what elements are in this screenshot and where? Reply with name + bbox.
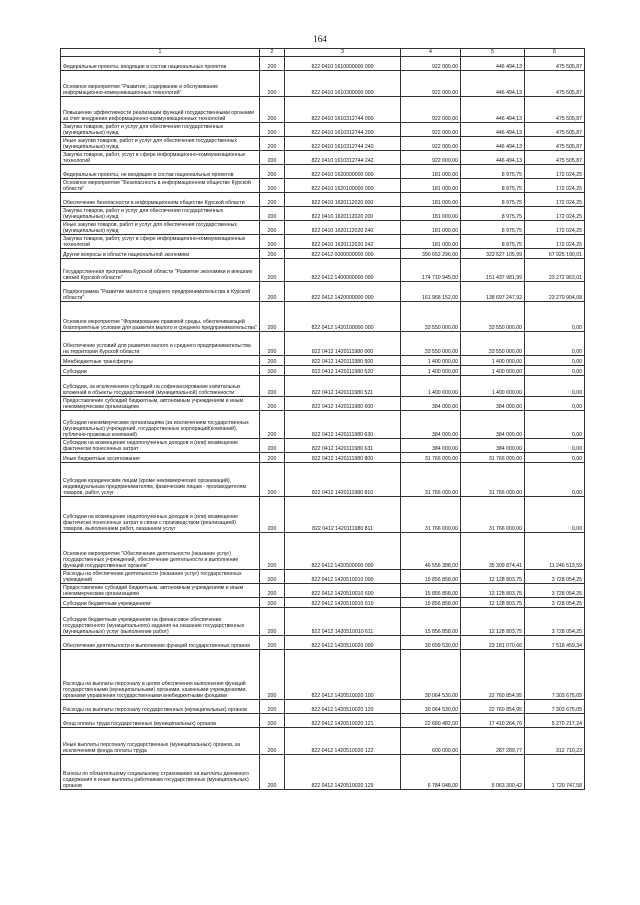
cell-executed: 12 128 803,75 (461, 584, 525, 598)
cell-executed: 384 000,00 (461, 411, 525, 439)
cell-code: 200 (260, 302, 285, 332)
cell-executed: 8 975,75 (461, 179, 525, 193)
cell-classifier: 822 0412 1400000000 000 (285, 259, 401, 282)
cell-code: 200 (260, 235, 285, 249)
cell-approved: 30 064 530,00 (401, 650, 461, 700)
cell-approved: 181 000,00 (401, 165, 461, 179)
cell-approved: 46 556 388,00 (401, 533, 461, 570)
cell-approved: 181 000,00 (401, 235, 461, 249)
table-row (61, 533, 585, 570)
cell-name: Субсидии некоммерческим организациям (за исключением государственных (муниципальных) учреждений, государственных корпораций(компаний), публично-правовых компаний) (61, 411, 260, 439)
cell-unexecuted: 0,00 (525, 463, 585, 497)
cell-name: Предоставление субсидий бюджетным, автономным учреждениям и иным некоммерческим организациям (61, 584, 260, 598)
cell-code: 200 (260, 207, 285, 221)
cell-classifier: 822 0412 1420100000 000 (285, 302, 401, 332)
cell-name: Закупка товаров, работ, услуг в сфере информационно-коммуникационных технологий (61, 151, 260, 165)
cell-code: 200 (260, 700, 285, 714)
cell-name: Субсидии бюджетным учреждениям на финансовое обеспечение государственного (муниципального) задания на оказание государственных (муниципальных) услуг (выполнение работ) (61, 608, 260, 636)
cell-executed: 446 494,13 (461, 57, 525, 71)
cell-approved: 390 652 296,00 (401, 249, 461, 259)
cell-unexecuted: 475 505,87 (525, 57, 585, 71)
cell-code: 200 (260, 650, 285, 700)
cell-executed: 384 000,00 (461, 439, 525, 453)
cell-unexecuted: 5 270 217,24 (525, 714, 585, 728)
cell-unexecuted: 0,00 (525, 439, 585, 453)
cell-approved: 161 968 152,00 (401, 282, 461, 302)
cell-unexecuted: 0,00 (525, 376, 585, 397)
cell-code: 200 (260, 193, 285, 207)
cell-classifier: 822 0410 1620112020 200 (285, 207, 401, 221)
cell-executed: 446 494,13 (461, 97, 525, 123)
cell-classifier: 822 0412 1420111980 500 (285, 356, 401, 366)
cell-name: Иные бюджетные ассигнования (61, 453, 260, 463)
cell-classifier: 822 0412 1420510020 100 (285, 650, 401, 700)
cell-name: Иные закупки товаров, работ и услуг для обеспечения государственных (муниципальных) нужд (61, 221, 260, 235)
cell-executed: 22 760 854,95 (461, 700, 525, 714)
cell-classifier: 822 0410 1620000000 000 (285, 165, 401, 179)
cell-classifier: 822 0412 1420111980 600 (285, 397, 401, 411)
table-row (61, 249, 585, 259)
table-row (61, 397, 585, 411)
cell-classifier: 822 0412 1420510010 600 (285, 584, 401, 598)
cell-executed: 446 494,13 (461, 137, 525, 151)
cell-approved: 31 766 000,00 (401, 497, 461, 533)
cell-approved: 15 856 858,00 (401, 608, 461, 636)
cell-unexecuted: 7 303 675,05 (525, 650, 585, 700)
cell-approved: 181 000,00 (401, 193, 461, 207)
cell-classifier: 822 0412 1420111980 630 (285, 411, 401, 439)
cell-executed: 1 400 000,00 (461, 376, 525, 397)
cell-approved: 31 766 000,00 (401, 463, 461, 497)
table-row (61, 411, 585, 439)
budget-table (60, 48, 585, 790)
cell-unexecuted: 475 505,87 (525, 97, 585, 123)
cell-name: Расходы на выплаты персоналу в целях обеспечения выполнения функций государственными (муниципальными) органами, казенными учреждениями, органами управления государственными внебюджетными фондами (61, 650, 260, 700)
cell-unexecuted: 0,00 (525, 397, 585, 411)
cell-name: Федеральные проекты, не входящие в состав национальных проектов (61, 165, 260, 179)
table-row (61, 598, 585, 608)
cell-classifier: 822 0412 1420510010 610 (285, 598, 401, 608)
table-row (61, 728, 585, 755)
cell-name: Обеспечение условий для развития малого и среднего предпринимательства на территории Курской области (61, 332, 260, 356)
cell-approved: 922 000,00 (401, 123, 461, 137)
cell-executed: 33 550 000,00 (461, 302, 525, 332)
cell-name: Обеспечение безопасности в информационном обществе Курской области (61, 193, 260, 207)
cell-name: Предоставление субсидий бюджетным, автономным учреждениям и иным некоммерческим организациям (61, 397, 260, 411)
cell-classifier: 822 0412 1420111980 810 (285, 463, 401, 497)
table-row (61, 650, 585, 700)
cell-code: 200 (260, 71, 285, 97)
cell-code: 200 (260, 282, 285, 302)
cell-executed: 138 697 247,92 (461, 282, 525, 302)
cell-name: Расходы на выплаты персоналу государственных (муниципальных) органов (61, 700, 260, 714)
table-row (61, 636, 585, 650)
cell-classifier: 822 0412 1420510020 120 (285, 700, 401, 714)
cell-unexecuted: 0,00 (525, 497, 585, 533)
cell-unexecuted: 312 710,23 (525, 728, 585, 755)
cell-classifier: 822 0412 1420510020 129 (285, 755, 401, 790)
cell-name: Закупка товаров, работ, услуг в сфере информационно-коммуникационных технологий (61, 235, 260, 249)
cell-classifier: 822 0410 1620100000 000 (285, 179, 401, 193)
table-row (61, 71, 585, 97)
table-row (61, 439, 585, 453)
cell-approved: 22 680 482,00 (401, 714, 461, 728)
table-row (61, 366, 585, 376)
cell-code: 200 (260, 137, 285, 151)
cell-unexecuted: 475 505,87 (525, 137, 585, 151)
table-row (61, 179, 585, 193)
cell-classifier: 822 0412 1420111980 521 (285, 376, 401, 397)
cell-unexecuted: 67 925 190,01 (525, 249, 585, 259)
cell-name: Подпрограмма "Развитие малого и среднего предпринимательства в Курской области" (61, 282, 260, 302)
cell-name: Основное мероприятие "Обеспечение деятельности (оказание услуг) государственных учреждений, обеспечение деятельности и выполнение функций государственных органов" (61, 533, 260, 570)
cell-unexecuted: 172 024,25 (525, 179, 585, 193)
cell-unexecuted: 172 024,25 (525, 207, 585, 221)
cell-approved: 600 000,00 (401, 728, 461, 755)
cell-executed: 31 766 000,00 (461, 453, 525, 463)
cell-executed: 35 309 874,41 (461, 533, 525, 570)
cell-name: Иные закупки товаров, работ и услуг для обеспечения государственных (муниципальных) нужд (61, 137, 260, 151)
cell-unexecuted: 7 518 459,34 (525, 636, 585, 650)
cell-executed: 322 527 105,99 (461, 249, 525, 259)
cell-approved: 922 000,00 (401, 97, 461, 123)
cell-unexecuted: 3 728 054,25 (525, 584, 585, 598)
cell-classifier: 822 0412 1420500000 000 (285, 533, 401, 570)
cell-name: Межбюджетные трансферты (61, 356, 260, 366)
cell-code: 200 (260, 608, 285, 636)
cell-name: Закупка товаров, работ и услуг для обеспечения государственных (муниципальных) нужд (61, 207, 260, 221)
cell-approved: 922 000,00 (401, 57, 461, 71)
cell-classifier: 822 0412 1420111980 520 (285, 366, 401, 376)
cell-code: 200 (260, 97, 285, 123)
cell-executed: 151 437 981,99 (461, 259, 525, 282)
cell-code: 200 (260, 221, 285, 235)
cell-classifier: 822 0412 1420510020 122 (285, 728, 401, 755)
cell-classifier: 822 0412 0000000000 000 (285, 249, 401, 259)
cell-name: Субсидии на возмещение недополученных доходов и (или) возмещение фактически понесенных затрат (61, 439, 260, 453)
cell-executed: 5 063 300,42 (461, 755, 525, 790)
cell-name: Обеспечение деятельности и выполнение функций государственных органов (61, 636, 260, 650)
cell-classifier: 822 0412 1420111980 811 (285, 497, 401, 533)
table-row (61, 453, 585, 463)
cell-code: 200 (260, 453, 285, 463)
cell-unexecuted: 0,00 (525, 453, 585, 463)
cell-name: Закупка товаров, работ и услуг для обеспечения государственных (муниципальных) нужд (61, 123, 260, 137)
cell-classifier: 822 0410 1610312744 000 (285, 97, 401, 123)
table-row (61, 755, 585, 790)
cell-classifier: 822 0412 1420111980 800 (285, 453, 401, 463)
cell-name: Федеральные проекты, входящие в состав национальных проектов (61, 57, 260, 71)
cell-approved: 15 856 858,00 (401, 584, 461, 598)
cell-executed: 8 975,75 (461, 165, 525, 179)
table-row (61, 608, 585, 636)
cell-executed: 31 766 000,00 (461, 463, 525, 497)
table-row (61, 235, 585, 249)
table-row (61, 193, 585, 207)
cell-executed: 446 494,13 (461, 123, 525, 137)
cell-executed: 8 975,75 (461, 207, 525, 221)
cell-executed: 8 975,75 (461, 235, 525, 249)
cell-approved: 1 400 000,00 (401, 356, 461, 366)
cell-classifier: 822 0410 1620112020 242 (285, 235, 401, 249)
cell-unexecuted: 23 270 904,08 (525, 282, 585, 302)
cell-name: Субсидии юридическим лицам (кроме некоммерческих организаций), индивидуальным предпринимателям, физическим лицам - производителям товаров, работ, услуг (61, 463, 260, 497)
cell-unexecuted: 475 505,87 (525, 123, 585, 137)
cell-unexecuted: 172 024,25 (525, 235, 585, 249)
cell-approved: 922 000,00 (401, 151, 461, 165)
cell-name: Взносы по обязательному социальному страхованию на выплаты денежного содержания и иные выплаты работникам государственных (муниципальных) органов (61, 755, 260, 790)
cell-code: 200 (260, 366, 285, 376)
cell-code: 200 (260, 497, 285, 533)
cell-unexecuted: 23 272 963,01 (525, 259, 585, 282)
cell-code: 200 (260, 755, 285, 790)
cell-name: Иные выплаты персоналу государственных (муниципальных) органов, за исключением фонда оплаты труда (61, 728, 260, 755)
table-row (61, 700, 585, 714)
cell-unexecuted: 11 246 513,59 (525, 533, 585, 570)
cell-name: Субсидии, за исключением субсидий на софинансирование капитальных вложений в объекты государственной (муниципальной) собственности (61, 376, 260, 397)
cell-approved: 174 710 945,00 (401, 259, 461, 282)
table-row (61, 570, 585, 584)
cell-code: 200 (260, 332, 285, 356)
cell-approved: 6 784 048,00 (401, 755, 461, 790)
cell-approved: 384 000,00 (401, 439, 461, 453)
cell-name: Основное мероприятие "Формирование правовой среды, обеспечивающей благоприятные условия для развития малого и среднего предпринимательства" (61, 302, 260, 332)
cell-code: 200 (260, 259, 285, 282)
cell-classifier: 822 0410 1610312744 242 (285, 151, 401, 165)
cell-approved: 181 000,00 (401, 221, 461, 235)
cell-unexecuted: 475 505,87 (525, 71, 585, 97)
cell-executed: 8 975,75 (461, 193, 525, 207)
cell-approved: 15 856 858,00 (401, 598, 461, 608)
table-row (61, 97, 585, 123)
cell-code: 200 (260, 57, 285, 71)
header-cell-3: 3 (285, 49, 401, 57)
cell-approved: 922 000,00 (401, 137, 461, 151)
cell-code: 200 (260, 356, 285, 366)
table-row (61, 221, 585, 235)
cell-code: 200 (260, 463, 285, 497)
cell-unexecuted: 0,00 (525, 366, 585, 376)
cell-name: Субсидии на возмещение недополученных доходов и (или) возмещение фактически понесенных затрат в связи с производством (реализацией) товаров, выполнением работ, оказанием услуг (61, 497, 260, 533)
cell-executed: 31 766 000,00 (461, 497, 525, 533)
cell-executed: 1 400 000,00 (461, 356, 525, 366)
cell-code: 200 (260, 123, 285, 137)
table-header (61, 49, 585, 57)
cell-approved: 922 000,00 (401, 71, 461, 97)
header-cell-2: 2 (260, 49, 285, 57)
table-row (61, 123, 585, 137)
cell-code: 200 (260, 570, 285, 584)
cell-unexecuted: 0,00 (525, 356, 585, 366)
cell-name: Расходы на обеспечение деятельности (оказание услуг) государственных учреждений (61, 570, 260, 584)
cell-unexecuted: 172 024,25 (525, 193, 585, 207)
cell-code: 200 (260, 728, 285, 755)
cell-executed: 384 000,00 (461, 397, 525, 411)
cell-approved: 30 064 530,00 (401, 700, 461, 714)
header-cell-1: 1 (61, 49, 260, 57)
cell-classifier: 822 0412 1420510010 000 (285, 570, 401, 584)
table-row (61, 151, 585, 165)
header-cell-5: 5 (461, 49, 525, 57)
cell-unexecuted: 172 024,25 (525, 165, 585, 179)
cell-code: 200 (260, 714, 285, 728)
table-row (61, 584, 585, 598)
cell-code: 200 (260, 179, 285, 193)
cell-executed: 446 494,13 (461, 71, 525, 97)
cell-unexecuted: 0,00 (525, 332, 585, 356)
cell-executed: 12 128 803,75 (461, 570, 525, 584)
cell-approved: 384 000,00 (401, 397, 461, 411)
cell-code: 200 (260, 584, 285, 598)
cell-executed: 287 289,77 (461, 728, 525, 755)
page-number: 164 (313, 34, 327, 44)
table-row (61, 463, 585, 497)
cell-classifier: 822 0410 1620112020 240 (285, 221, 401, 235)
cell-code: 200 (260, 249, 285, 259)
cell-name: Основное мероприятие "Безопасность в информационном обществе Курской области" (61, 179, 260, 193)
cell-classifier: 822 0410 1610312744 200 (285, 123, 401, 137)
cell-executed: 33 550 000,00 (461, 332, 525, 356)
cell-code: 200 (260, 533, 285, 570)
cell-code: 200 (260, 598, 285, 608)
cell-approved: 1 400 000,00 (401, 376, 461, 397)
cell-approved: 384 000,00 (401, 411, 461, 439)
cell-executed: 17 410 264,76 (461, 714, 525, 728)
cell-executed: 446 494,13 (461, 151, 525, 165)
table-row (61, 356, 585, 366)
table-row (61, 207, 585, 221)
cell-code: 200 (260, 151, 285, 165)
cell-name: Субсидии бюджетным учреждениям (61, 598, 260, 608)
header-cell-6: 6 (525, 49, 585, 57)
cell-classifier: 822 0410 1620112020 000 (285, 193, 401, 207)
cell-classifier: 822 0410 1610000000 000 (285, 57, 401, 71)
cell-executed: 23 181 070,66 (461, 636, 525, 650)
cell-code: 200 (260, 397, 285, 411)
table-row (61, 332, 585, 356)
cell-classifier: 822 0412 1420510020 121 (285, 714, 401, 728)
table-row (61, 282, 585, 302)
cell-approved: 181 000,00 (401, 207, 461, 221)
cell-executed: 12 128 803,75 (461, 608, 525, 636)
cell-name: Основное мероприятие "Развитие, содержание и обслуживание информационно-коммуникационных технологий" (61, 71, 260, 97)
cell-name: Другие вопросы в области национальной экономики (61, 249, 260, 259)
cell-unexecuted: 7 303 675,05 (525, 700, 585, 714)
cell-classifier: 822 0412 1420510010 611 (285, 608, 401, 636)
table-row (61, 714, 585, 728)
cell-executed: 22 760 854,95 (461, 650, 525, 700)
cell-approved: 33 550 000,00 (401, 332, 461, 356)
cell-executed: 12 128 803,75 (461, 598, 525, 608)
cell-unexecuted: 0,00 (525, 411, 585, 439)
cell-name: Государственная программа Курской области "Развитие экономики и внешних связей Курской области" (61, 259, 260, 282)
cell-code: 200 (260, 439, 285, 453)
header-cell-4: 4 (401, 49, 461, 57)
cell-approved: 31 766 000,00 (401, 453, 461, 463)
cell-unexecuted: 1 720 747,58 (525, 755, 585, 790)
cell-executed: 1 400 000,00 (461, 366, 525, 376)
cell-unexecuted: 3 728 054,25 (525, 570, 585, 584)
cell-code: 200 (260, 376, 285, 397)
cell-classifier: 822 0412 1420111980 000 (285, 332, 401, 356)
cell-executed: 8 975,75 (461, 221, 525, 235)
cell-code: 200 (260, 411, 285, 439)
cell-unexecuted: 3 728 054,25 (525, 598, 585, 608)
cell-approved: 33 550 000,00 (401, 302, 461, 332)
cell-approved: 181 000,00 (401, 179, 461, 193)
table-row (61, 376, 585, 397)
table-row (61, 57, 585, 71)
cell-unexecuted: 172 024,25 (525, 221, 585, 235)
cell-classifier: 822 0410 1610300000 000 (285, 71, 401, 97)
cell-unexecuted: 3 728 054,25 (525, 608, 585, 636)
cell-approved: 1 400 000,00 (401, 366, 461, 376)
cell-unexecuted: 475 505,87 (525, 151, 585, 165)
cell-classifier: 822 0410 1610312744 240 (285, 137, 401, 151)
table-row (61, 259, 585, 282)
cell-classifier: 822 0412 1420000000 000 (285, 282, 401, 302)
cell-name: Фонд оплаты труда государственных (муниципальных) органов (61, 714, 260, 728)
cell-classifier: 822 0412 1420510020 000 (285, 636, 401, 650)
table-row (61, 137, 585, 151)
cell-code: 200 (260, 165, 285, 179)
cell-name: Субсидии (61, 366, 260, 376)
cell-code: 200 (260, 636, 285, 650)
table-row (61, 165, 585, 179)
cell-approved: 15 856 858,00 (401, 570, 461, 584)
cell-name: Повышение эффективности реализации функций государственными органами за счет внедрения информационно-коммуникационных технологий (61, 97, 260, 123)
cell-classifier: 822 0412 1420111980 631 (285, 439, 401, 453)
table-row (61, 302, 585, 332)
cell-approved: 30 699 530,00 (401, 636, 461, 650)
table-row (61, 497, 585, 533)
cell-unexecuted: 0,00 (525, 302, 585, 332)
